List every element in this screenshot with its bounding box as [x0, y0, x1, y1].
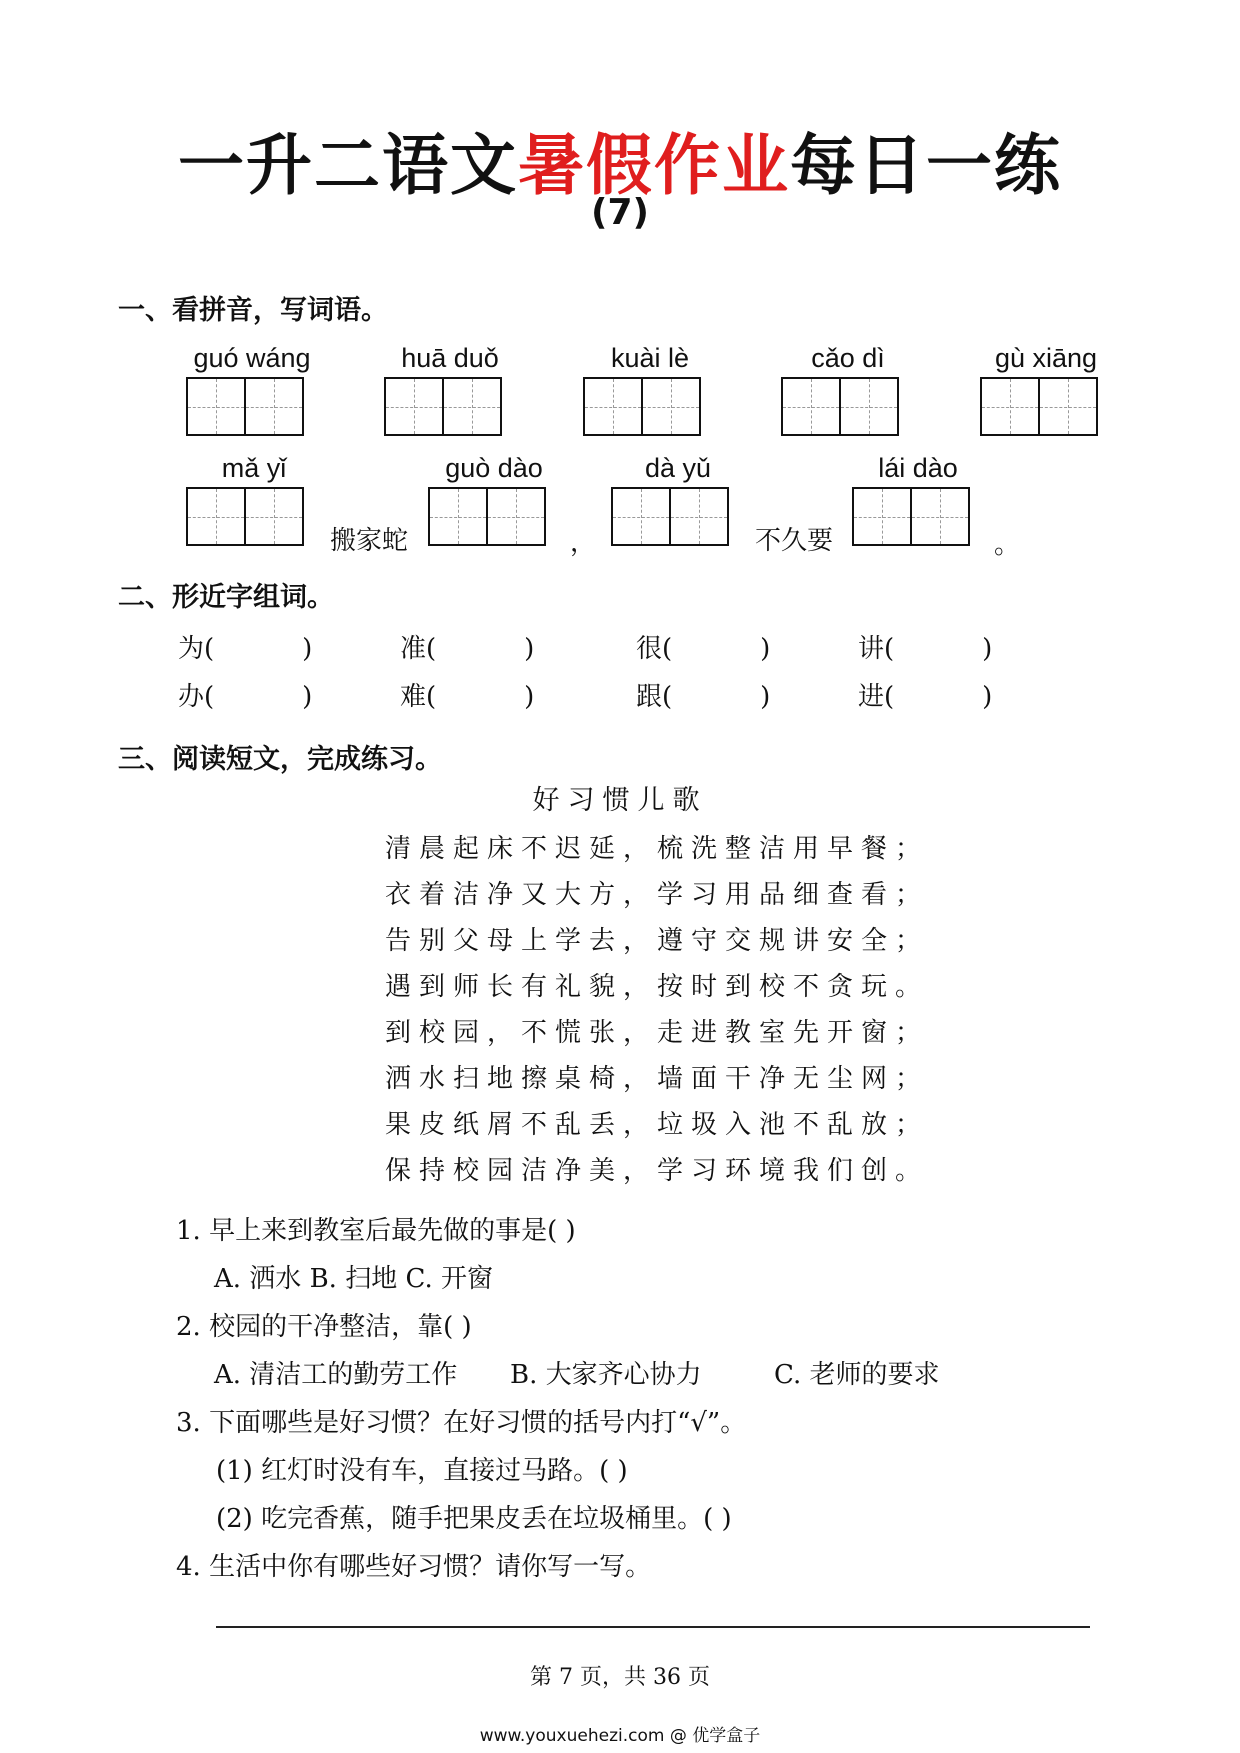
poem-line: 遇到师长有礼貌，按时到校不贪玩。: [385, 972, 930, 1002]
section1-heading: 一、看拼音，写词语。: [118, 295, 388, 326]
pinyin-label: kuài lè: [610, 343, 690, 373]
question-1: 1. 早上来到教室后最先做的事是( ): [176, 1216, 576, 1246]
pinyin-label: mǎ yǐ: [221, 453, 287, 483]
writing-grid[interactable]: [186, 377, 304, 436]
writing-grid[interactable]: [611, 487, 729, 546]
poem-line: 果皮纸屑不乱丢，垃圾入池不乱放；: [385, 1110, 930, 1140]
title-part2: 暑假作业: [518, 127, 790, 204]
question-2-option-b: B. 大家齐心协力: [510, 1360, 702, 1390]
page-subtitle: (7): [591, 192, 649, 233]
word-pair[interactable]: 办( ): [178, 682, 313, 712]
title-part3: 每日一练: [790, 127, 1062, 204]
question-2-option-c: C. 老师的要求: [774, 1360, 940, 1390]
pair-char: 为(: [178, 634, 215, 664]
writing-grid[interactable]: [186, 487, 304, 546]
pinyin-label: huā duǒ: [401, 343, 499, 373]
question-2-option-a: A. 清洁工的勤劳工作: [214, 1360, 458, 1390]
question-4: 4. 生活中你有哪些好习惯？请你写一写。: [176, 1552, 652, 1582]
writing-grid[interactable]: [980, 377, 1098, 436]
poem-line: 到校园，不慌张，走进教室先开窗；: [385, 1018, 930, 1048]
word-pair[interactable]: 讲( ): [858, 634, 993, 664]
question-3: 3. 下面哪些是好习惯？在好习惯的括号内打“√”。: [176, 1408, 747, 1438]
pinyin-label: dà yǔ: [644, 453, 712, 483]
pair-char: 难(: [400, 682, 437, 712]
pair-char: 进(: [858, 682, 895, 712]
pinyin-label: gù xiāng: [994, 343, 1098, 373]
poem-line: 清晨起床不迟延，梳洗整洁用早餐；: [385, 834, 930, 864]
writing-grid[interactable]: [583, 377, 701, 436]
pinyin-label: guò dào: [445, 453, 543, 483]
word-pair[interactable]: 为( ): [178, 634, 313, 664]
pair-char: 很(: [636, 634, 673, 664]
section3-heading: 三、阅读短文，完成练习。: [118, 744, 442, 775]
pair-char: 跟(: [636, 682, 673, 712]
writing-grid[interactable]: [852, 487, 970, 546]
writing-grid[interactable]: [384, 377, 502, 436]
question-2: 2. 校园的干净整洁，靠( ): [176, 1312, 472, 1342]
page-number: 第 7 页，共 36 页: [530, 1665, 710, 1690]
writing-grid[interactable]: [428, 487, 546, 546]
poem-line: 保持校园洁净美，学习环境我们创。: [385, 1156, 930, 1186]
writing-grid[interactable]: [781, 377, 899, 436]
footer-rule: [216, 1626, 1090, 1628]
pair-char: 讲(: [858, 634, 895, 664]
poem-line: 衣着洁净又大方，学习用品细查看；: [385, 880, 930, 910]
word-pair[interactable]: 跟( ): [636, 682, 771, 712]
sentence-punctuation: 。: [994, 530, 1021, 560]
sentence-text: 搬家蛇: [330, 526, 409, 556]
title-part1: 一升二语文: [178, 127, 518, 204]
section2-heading: 二、形近字组词。: [118, 582, 334, 613]
site-watermark: www.youxuehezi.com @ 优学盒子: [479, 1726, 761, 1746]
question-3-item-1: (1) 红灯时没有车，直接过马路。( ): [216, 1456, 628, 1486]
sentence-text: 不久要: [755, 526, 834, 556]
word-pair[interactable]: 很( ): [636, 634, 771, 664]
question-1-options: A. 洒水 B. 扫地 C. 开窗: [214, 1264, 493, 1294]
poem-line: 告别父母上学去，遵守交规讲安全；: [385, 926, 930, 956]
poem-line: 洒水扫地擦桌椅，墙面干净无尘网；: [385, 1064, 930, 1094]
word-pair[interactable]: 难( ): [400, 682, 535, 712]
word-pair[interactable]: 准( ): [400, 634, 535, 664]
pinyin-label: guó wáng: [193, 343, 311, 373]
pair-char: 办(: [178, 682, 215, 712]
pinyin-label: lái dào: [878, 453, 958, 483]
question-3-item-2: (2) 吃完香蕉，随手把果皮丢在垃圾桶里。( ): [216, 1504, 732, 1534]
sentence-punctuation: ，: [570, 528, 597, 558]
pinyin-label: cǎo dì: [811, 343, 885, 373]
word-pair[interactable]: 进( ): [858, 682, 993, 712]
poem-title: 好习惯儿歌: [532, 785, 708, 816]
pair-char: 准(: [400, 634, 437, 664]
